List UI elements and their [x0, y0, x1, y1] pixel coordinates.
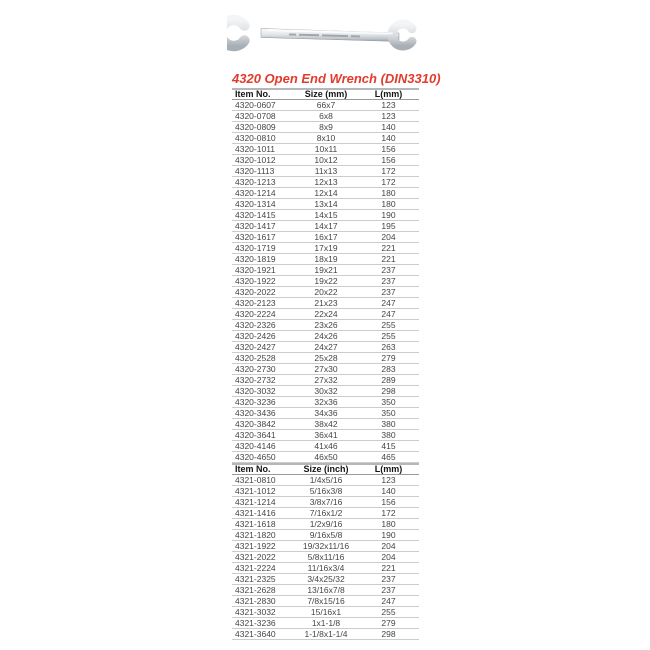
item-no-cell: 4320-0708	[235, 110, 276, 121]
spec-table-mm-section	[232, 88, 419, 463]
item-no-cell: 4320-2224	[235, 308, 276, 319]
item-no-cell: 4321-1922	[235, 540, 276, 551]
item-no-cell: 4321-2830	[235, 595, 276, 606]
size-cell: 46x50	[314, 451, 338, 462]
size-cell: 66x7	[316, 99, 336, 110]
item-no-cell: 4320-3842	[235, 418, 276, 429]
length-cell: 172	[381, 176, 396, 187]
table-row	[232, 188, 419, 199]
size-cell: 5/8x11/16	[307, 551, 345, 562]
table-row	[232, 530, 419, 541]
table-row	[232, 419, 419, 430]
length-cell: 247	[381, 297, 396, 308]
size-cell: 8x9	[319, 121, 333, 132]
length-cell: 289	[381, 374, 396, 385]
length-cell: 204	[381, 551, 396, 562]
table-row	[232, 232, 419, 243]
table-row	[232, 353, 419, 364]
length-cell: 380	[381, 429, 396, 440]
size-cell: 20x22	[314, 286, 338, 297]
size-cell: 19x22	[314, 275, 338, 286]
item-no-cell: 4321-0810	[235, 474, 276, 485]
item-no-cell: 4320-3236	[235, 396, 276, 407]
item-no-cell: 4320-2123	[235, 297, 276, 308]
table-row	[232, 254, 419, 265]
size-cell: 8x10	[316, 132, 336, 143]
item-no-cell: 4320-1314	[235, 198, 276, 209]
table-row	[232, 386, 419, 397]
table-row	[232, 486, 419, 497]
size-cell: 27x30	[314, 363, 338, 374]
size-cell: 11x13	[314, 165, 338, 176]
length-cell: 123	[381, 474, 396, 485]
size-cell: 24x27	[314, 341, 338, 352]
item-no-cell: 4320-2426	[235, 330, 276, 341]
length-cell: 204	[381, 540, 396, 551]
col-header-size-cell: Size (inch)	[303, 464, 349, 474]
item-no-cell: 4320-4146	[235, 440, 276, 451]
length-cell: 190	[381, 529, 396, 540]
length-cell: 156	[381, 154, 396, 165]
length-cell: 298	[381, 628, 396, 639]
length-cell: 195	[381, 220, 396, 231]
size-cell: 38x42	[314, 418, 338, 429]
size-cell: 19x21	[314, 264, 338, 275]
item-no-cell: 4320-1922	[235, 275, 276, 286]
length-cell: 221	[381, 242, 396, 253]
table-row	[232, 177, 419, 188]
item-no-cell: 4321-1820	[235, 529, 276, 540]
item-no-cell: 4320-2730	[235, 363, 276, 374]
size-cell: 17x19	[314, 242, 338, 253]
item-no-cell: 4320-1417	[235, 220, 276, 231]
size-cell: 9/16x5/8	[309, 529, 343, 540]
item-no-cell: 4320-1214	[235, 187, 276, 198]
item-no-cell: 4320-1921	[235, 264, 276, 275]
table-row	[232, 596, 419, 607]
table-row	[232, 309, 419, 320]
item-no-cell: 4320-2427	[235, 341, 276, 352]
item-no-cell: 4321-1012	[235, 485, 276, 496]
table-row	[232, 155, 419, 166]
length-cell: 123	[381, 99, 396, 110]
size-cell: 13/16x7/8	[307, 584, 345, 595]
length-cell: 172	[381, 165, 396, 176]
col-header-size-cell: Size (mm)	[304, 89, 348, 99]
table-header-row	[232, 88, 419, 100]
table-row	[232, 342, 419, 353]
size-cell: 3/4x25/32	[307, 573, 345, 584]
size-cell: 1x1-1/8	[311, 617, 341, 628]
item-no-cell: 4320-0809	[235, 121, 276, 132]
item-no-cell: 4321-3032	[235, 606, 276, 617]
length-cell: 279	[381, 617, 396, 628]
length-cell: 247	[381, 595, 396, 606]
length-cell: 380	[381, 418, 396, 429]
col-header-item-no-cell: Item No.	[235, 89, 271, 99]
size-cell: 15/16x1	[310, 606, 342, 617]
item-no-cell: 4321-2022	[235, 551, 276, 562]
length-cell: 140	[381, 132, 396, 143]
size-cell: 18x19	[314, 253, 338, 264]
item-no-cell: 4320-2528	[235, 352, 276, 363]
item-no-cell: 4321-2628	[235, 584, 276, 595]
item-no-cell: 4321-2224	[235, 562, 276, 573]
size-cell: 32x36	[314, 396, 338, 407]
size-cell: 7/8x15/16	[307, 595, 345, 606]
size-cell: 3/8x7/16	[309, 496, 343, 507]
length-cell: 123	[381, 110, 396, 121]
size-cell: 1/4x5/16	[309, 474, 343, 485]
item-no-cell: 4321-3640	[235, 628, 276, 639]
table-row	[232, 221, 419, 232]
size-cell: 23x26	[314, 319, 338, 330]
length-cell: 350	[381, 407, 396, 418]
item-no-cell: 4320-1415	[235, 209, 276, 220]
open-end-wrench-image	[227, 6, 433, 64]
size-cell: 16x17	[314, 231, 338, 242]
item-no-cell: 4320-1012	[235, 154, 276, 165]
table-row	[232, 585, 419, 596]
table-row	[232, 519, 419, 530]
item-no-cell: 4320-1819	[235, 253, 276, 264]
size-cell: 24x26	[314, 330, 338, 341]
table-row	[232, 375, 419, 386]
table-row	[232, 552, 419, 563]
length-cell: 221	[381, 562, 396, 573]
table-row	[232, 475, 419, 486]
length-cell: 247	[381, 308, 396, 319]
item-no-cell: 4320-2022	[235, 286, 276, 297]
length-cell: 237	[381, 573, 396, 584]
table-row	[232, 574, 419, 585]
table-row	[232, 166, 419, 177]
item-no-cell: 4321-1618	[235, 518, 276, 529]
wrench-photo	[227, 6, 433, 64]
length-cell: 415	[381, 440, 396, 451]
item-no-cell: 4320-2326	[235, 319, 276, 330]
size-cell: 7/16x1/2	[309, 507, 343, 518]
item-no-cell: 4320-1011	[235, 143, 276, 154]
product-title: 4320 Open End Wrench (DIN3310)	[232, 71, 441, 86]
length-cell: 172	[381, 507, 396, 518]
size-cell: 41x46	[314, 440, 338, 451]
table-header-row	[232, 463, 419, 475]
item-no-cell: 4321-1214	[235, 496, 276, 507]
col-header-length-cell: L(mm)	[374, 464, 403, 474]
length-cell: 279	[381, 352, 396, 363]
length-cell: 237	[381, 264, 396, 275]
table-row	[232, 441, 419, 452]
size-cell: 22x24	[314, 308, 338, 319]
item-no-cell: 4320-0607	[235, 99, 276, 110]
length-cell: 465	[381, 451, 396, 462]
table-row	[232, 276, 419, 287]
table-row	[232, 100, 419, 111]
table-row	[232, 331, 419, 342]
table-row	[232, 541, 419, 552]
size-cell: 5/16x3/8	[309, 485, 343, 496]
item-no-cell: 4320-2732	[235, 374, 276, 385]
size-cell: 12x14	[314, 187, 338, 198]
table-row	[232, 111, 419, 122]
length-cell: 180	[381, 518, 396, 529]
item-no-cell: 4320-3032	[235, 385, 276, 396]
item-no-cell: 4320-3436	[235, 407, 276, 418]
length-cell: 263	[381, 341, 396, 352]
length-cell: 156	[381, 143, 396, 154]
table-row	[232, 199, 419, 210]
table-row	[232, 618, 419, 629]
length-cell: 156	[381, 496, 396, 507]
item-no-cell: 4320-1719	[235, 242, 276, 253]
length-cell: 255	[381, 606, 396, 617]
table-row	[232, 210, 419, 221]
size-cell: 14x17	[314, 220, 338, 231]
size-cell: 27x32	[314, 374, 338, 385]
size-cell: 14x15	[314, 209, 338, 220]
length-cell: 283	[381, 363, 396, 374]
length-cell: 140	[381, 121, 396, 132]
size-cell: 13x14	[314, 198, 338, 209]
table-row	[232, 563, 419, 574]
table-row	[232, 265, 419, 276]
size-cell: 1/2x9/16	[309, 518, 343, 529]
length-cell: 180	[381, 187, 396, 198]
wrench-right-jaw	[392, 24, 412, 46]
item-no-cell: 4320-0810	[235, 132, 276, 143]
item-no-cell: 4320-1213	[235, 176, 276, 187]
length-cell: 180	[381, 198, 396, 209]
table-row	[232, 320, 419, 331]
item-no-cell: 4320-1113	[235, 165, 275, 176]
table-row	[232, 243, 419, 254]
item-no-cell: 4320-1617	[235, 231, 276, 242]
size-cell: 10x11	[314, 143, 338, 154]
table-row	[232, 144, 419, 155]
item-no-cell: 4320-3641	[235, 429, 276, 440]
table-row	[232, 408, 419, 419]
size-cell: 36x41	[314, 429, 338, 440]
length-cell: 237	[381, 584, 396, 595]
size-cell: 34x36	[314, 407, 338, 418]
table-row	[232, 287, 419, 298]
length-cell: 255	[381, 330, 396, 341]
table-row	[232, 497, 419, 508]
length-cell: 298	[381, 385, 396, 396]
col-header-length-cell: L(mm)	[374, 89, 403, 99]
length-cell: 190	[381, 209, 396, 220]
item-no-cell: 4321-2325	[235, 573, 276, 584]
length-cell: 350	[381, 396, 396, 407]
size-cell: 12x13	[314, 176, 338, 187]
size-cell: 21x23	[314, 297, 338, 308]
length-cell: 237	[381, 275, 396, 286]
table-row	[232, 508, 419, 519]
size-cell: 1-1/8x1-1/4	[304, 628, 348, 639]
table-row	[232, 452, 419, 463]
item-no-cell: 4321-3236	[235, 617, 276, 628]
table-row	[232, 133, 419, 144]
spec-table	[232, 88, 419, 640]
wrench-left-jaw	[227, 20, 244, 46]
length-cell: 140	[381, 485, 396, 496]
length-cell: 221	[381, 253, 396, 264]
size-cell: 10x12	[314, 154, 338, 165]
size-cell: 6x8	[319, 110, 333, 121]
table-row	[232, 430, 419, 441]
col-header-item-no-cell: Item No.	[235, 464, 271, 474]
table-row	[232, 364, 419, 375]
item-no-cell: 4321-1416	[235, 507, 276, 518]
table-row	[232, 397, 419, 408]
size-cell: 11/16x3/4	[307, 562, 345, 573]
spec-table-inch-section	[232, 463, 419, 640]
table-row	[232, 607, 419, 618]
length-cell: 237	[381, 286, 396, 297]
item-no-cell: 4320-4650	[235, 451, 276, 462]
table-row	[232, 629, 419, 640]
table-row	[232, 122, 419, 133]
table-row	[232, 298, 419, 309]
size-cell: 25x28	[314, 352, 338, 363]
length-cell: 204	[381, 231, 396, 242]
length-cell: 255	[381, 319, 396, 330]
size-cell: 30x32	[314, 385, 338, 396]
size-cell: 19/32x11/16	[302, 540, 350, 551]
